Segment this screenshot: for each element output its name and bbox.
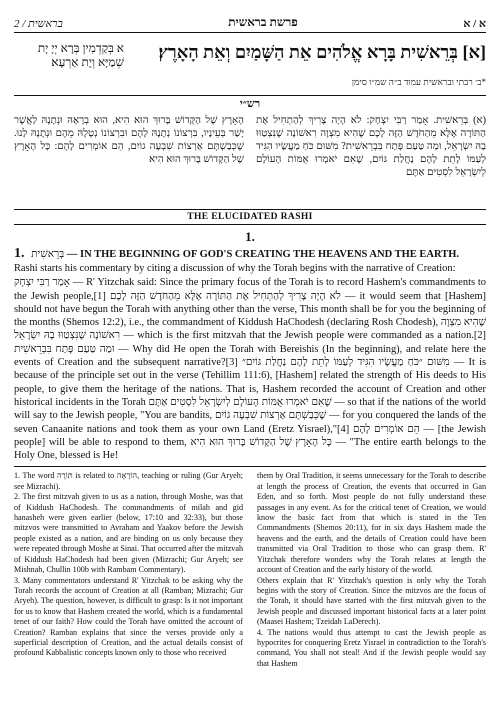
verse-block <box>14 41 486 69</box>
rashi-column-right: (א) בְּרֵאשִׁית. אָמַר רַבִּי יִצְחָק: לֹא הָיָה צָרִיךְ לְהַתְחִיל אֶת הַתּוֹרָה אֶלָּא מֵהַחֹדֶשׁ הַזֶּה לָכֶם שֶׁהִיא מִצְוָה רִאשׁוֹנָה שֶׁנִּצְטַוּוּ בָהּ יִשְׂרָאֵל, וּמַה טַּעַם פָּתַח בִּבְרֵאשִׁית? מִשּׁוּם כֹּחַ מַעֲשָׂיו הִגִּיד לְעַמּוֹ לָתֵת לָהֶם נַחֲלַת גּוֹיִם, שֶׁאִם יֹאמְרוּ אֻמּוֹת הָעוֹלָם לְיִשְׂרָאֵל לִסְטִים אַתֶּם <box>256 115 486 179</box>
footnotes <box>14 471 486 669</box>
footnote: 3. Many commentators understand R' Yitzchak to be asking why the Torah records the account of Creation at all (Ramban; Mizrachi; Gur Aryeh). The question, however, is difficult to grasp: Is it not important for us to know that Hashem created the world, which is a fundamental tenet of our faith? How could the Torah have omitted the account of Creation? Ramban explains that since the verses provide only a superficial description of Creation, and the actual details consist of profound Kabbalistic concepts known only to those who received <box>14 575 243 658</box>
footnote-divider <box>14 466 486 467</box>
footnote: them by Oral Tradition, it seems unnecessary for the Torah to describe at length the process of Creation, the events that occurred in Gan Eden, and so forth. Most people do not fully understand these passages in any event. As for the critical tenet of Creation, we would know the basic fact from that which is stated in the Ten Commandments (Shemos 20:11), for in six days Hashem made the heavens and the earth, and the details of Creation could have been transmitted via Oral Tradition to those who can grasp them. R' Yitzchak therefore wonders why the Torah relates at length the account of Creation and the early history of the world. <box>257 471 486 575</box>
verse-text <box>159 41 486 63</box>
footnote: Others explain that R' Yitzchak's question is only why the Torah begins with the story of Creation. Since the mitzvos are the focus of the Torah, it should have started with the first mitzvah given to the Jewish people and discussed important historical facts at a later point (Maasei Hashem; Tzeidah LaDerech). <box>257 575 486 627</box>
rashi-commentary <box>14 114 486 206</box>
rashi-column-left: הָאָרֶץ שֶׁל הַקָּדוֹשׁ בָּרוּךְ הוּא הִיא, הוּא בְרָאָהּ וּנְתָנָהּ לַאֲשֶׁר יָשַׁר בְּעֵינָיו, בִּרְצוֹנוֹ נְתָנָהּ לָהֶם וּבִרְצוֹנוֹ נְטָלָהּ מֵהֶם וּנְתָנָהּ לָנוּ. שֶׁכְּבַשְׁתֶּם אַרְצוֹת שִׁבְעָה גוֹיִם, הֵם אוֹמְרִים לָהֶם: כָּל הָאָרֶץ שֶׁל הַקָּדוֹשׁ בָּרוּךְ הוּא הִיא <box>14 115 244 166</box>
footnotes-left-column <box>14 471 243 669</box>
verse-label: [א] <box>462 42 486 62</box>
footnote: 4. The nations would thus attempt to cast the Jewish people as hypocrites for conquering Eretz Yisrael in contradiction to the Torah's command, You shall not steal! And if the Jewish people would say that Hashem <box>257 627 486 668</box>
running-header <box>14 10 486 33</box>
elucidation-intro: Rashi starts his commentary by citing a discussion of why the Torah begins with the narrative of Creation: <box>14 263 456 274</box>
parsha-title: פרשת בראשית <box>228 15 298 29</box>
segment-lemma: — IN THE BEGINNING OF GOD'S CREATING THE HEAVENS AND THE EARTH. <box>66 249 459 260</box>
segment-heading <box>14 247 486 261</box>
footnote: 2. The first mitzvah given to us as a nation, through Moshe, was that of Kiddush HaChodesh. The commandments of milah and gid hanasheh were given earlier (below, 17:10 and 32:33), but those mitzvos were transmitted to Avraham and Yaakov before the Jewish people existed as a nation, and are binding on us only because they were repeated through Moshe at Sinai. That occurred after the mitzvah of Kiddush HaChodesh had been given (Mizrachi; Gur Aryeh; see Mishnah, Chullin 100b with Rambam Commentary). <box>14 492 243 575</box>
section-band: THE ELUCIDATED RASHI <box>14 209 486 225</box>
section-number: 1. <box>245 229 255 244</box>
segment-hebrew: בְּרֵאשִׁית <box>31 249 65 260</box>
verse-hebrew: בְּרֵאשִׁית בָּרָא אֱלֹהִים אֵת הַשָּׁמַיִם וְאֵת הָאָרֶץ׃ <box>158 42 458 62</box>
masorah-note: *ב׳ רבתי ובראשית עמוד ב״ה שמ״ו סימן <box>351 77 486 87</box>
segment-number: 1. <box>14 246 25 261</box>
elucidation-body: אָמַר רַבִּי יִצְחָק — R' Yitzchak said: Since the primary focus of the Torah is to record Hashem's commandments to the Jewish people,[1] לֹא הָיָה צָרִיךְ לְהַתְחִיל אֶת הַתּוֹרָה אֶלָּא מֵהַחֹדֶשׁ הַזֶּה לָכֶם — it would seem that [Hashem] should not have begun the Torah with anything other than the verse, This month shall be for you the beginning of the months (Shemos 12:2), i.e., the commandment of Kiddush HaChodesh (declaring Rosh Chodesh), שֶׁהִיא מִצְוָה רִאשׁוֹנָה שֶׁנִּצְטַוּוּ בָהּ יִשְׂרָאֵל — which is the first mitzvah that the Jewish people were commanded as a nation.[2] וּמַה טַּעַם פָּתַח בִּבְרֵאשִׁית — Why did He open the Torah with Bereishis (In the beginning), and relate here the events of Creation and the subsequent narrative?[3] מִשּׁוּם ״כֹּחַ מַעֲשָׂיו הִגִּיד לְעַמּוֹ לָתֵת לָהֶם נַחֲלַת גּוֹיִם״ — It is because of the principle set out in the verse (Tehillim 111:6), [Hashem] related the strength of His deeds to His people, to give them the heritage of the nations. That is, Hashem recorded the account of Creation and other historical incidents in the Torah שֶׁאִם יֹאמְרוּ אֻמּוֹת הָעוֹלָם לְיִשְׂרָאֵל לִסְטִים אַתֶּם — so that if the nations of the world will say to the Jewish people, "You are bandits, שֶׁכְּבַשְׁתֶּם אַרְצוֹת שִׁבְעָה גוֹיִם — for you conquered the lands of the seven Canaanite nations and took them as your own Land (Eretz Yisrael),"[4] הֵם אוֹמְרִים לָהֶם — [the Jewish people] will be able to respond to them, כָּל הָאָרֶץ שֶׁל הַקָּדוֹשׁ בָּרוּךְ הוּא הִיא — "The entire earth belongs to the Holy One, blessed is He! <box>14 277 487 462</box>
footnotes-right-column <box>257 471 486 669</box>
page-info: 2 / בראשית <box>14 18 63 30</box>
chapter-verse-ref: א / א <box>463 18 486 30</box>
rashi-heading: רש״י <box>239 98 261 110</box>
divider <box>14 95 486 96</box>
footnote: 1. The word תּוֹרָה is related to הוֹרָאָה, teaching or ruling (Gur Aryeh; see Mizrachi). <box>14 471 244 491</box>
onkelos-translation: א בְּקַדְמִין בְּרָא יְיָ יָת שְׁמַיָּא וְיָת אַרְעָא׃ <box>37 41 124 69</box>
